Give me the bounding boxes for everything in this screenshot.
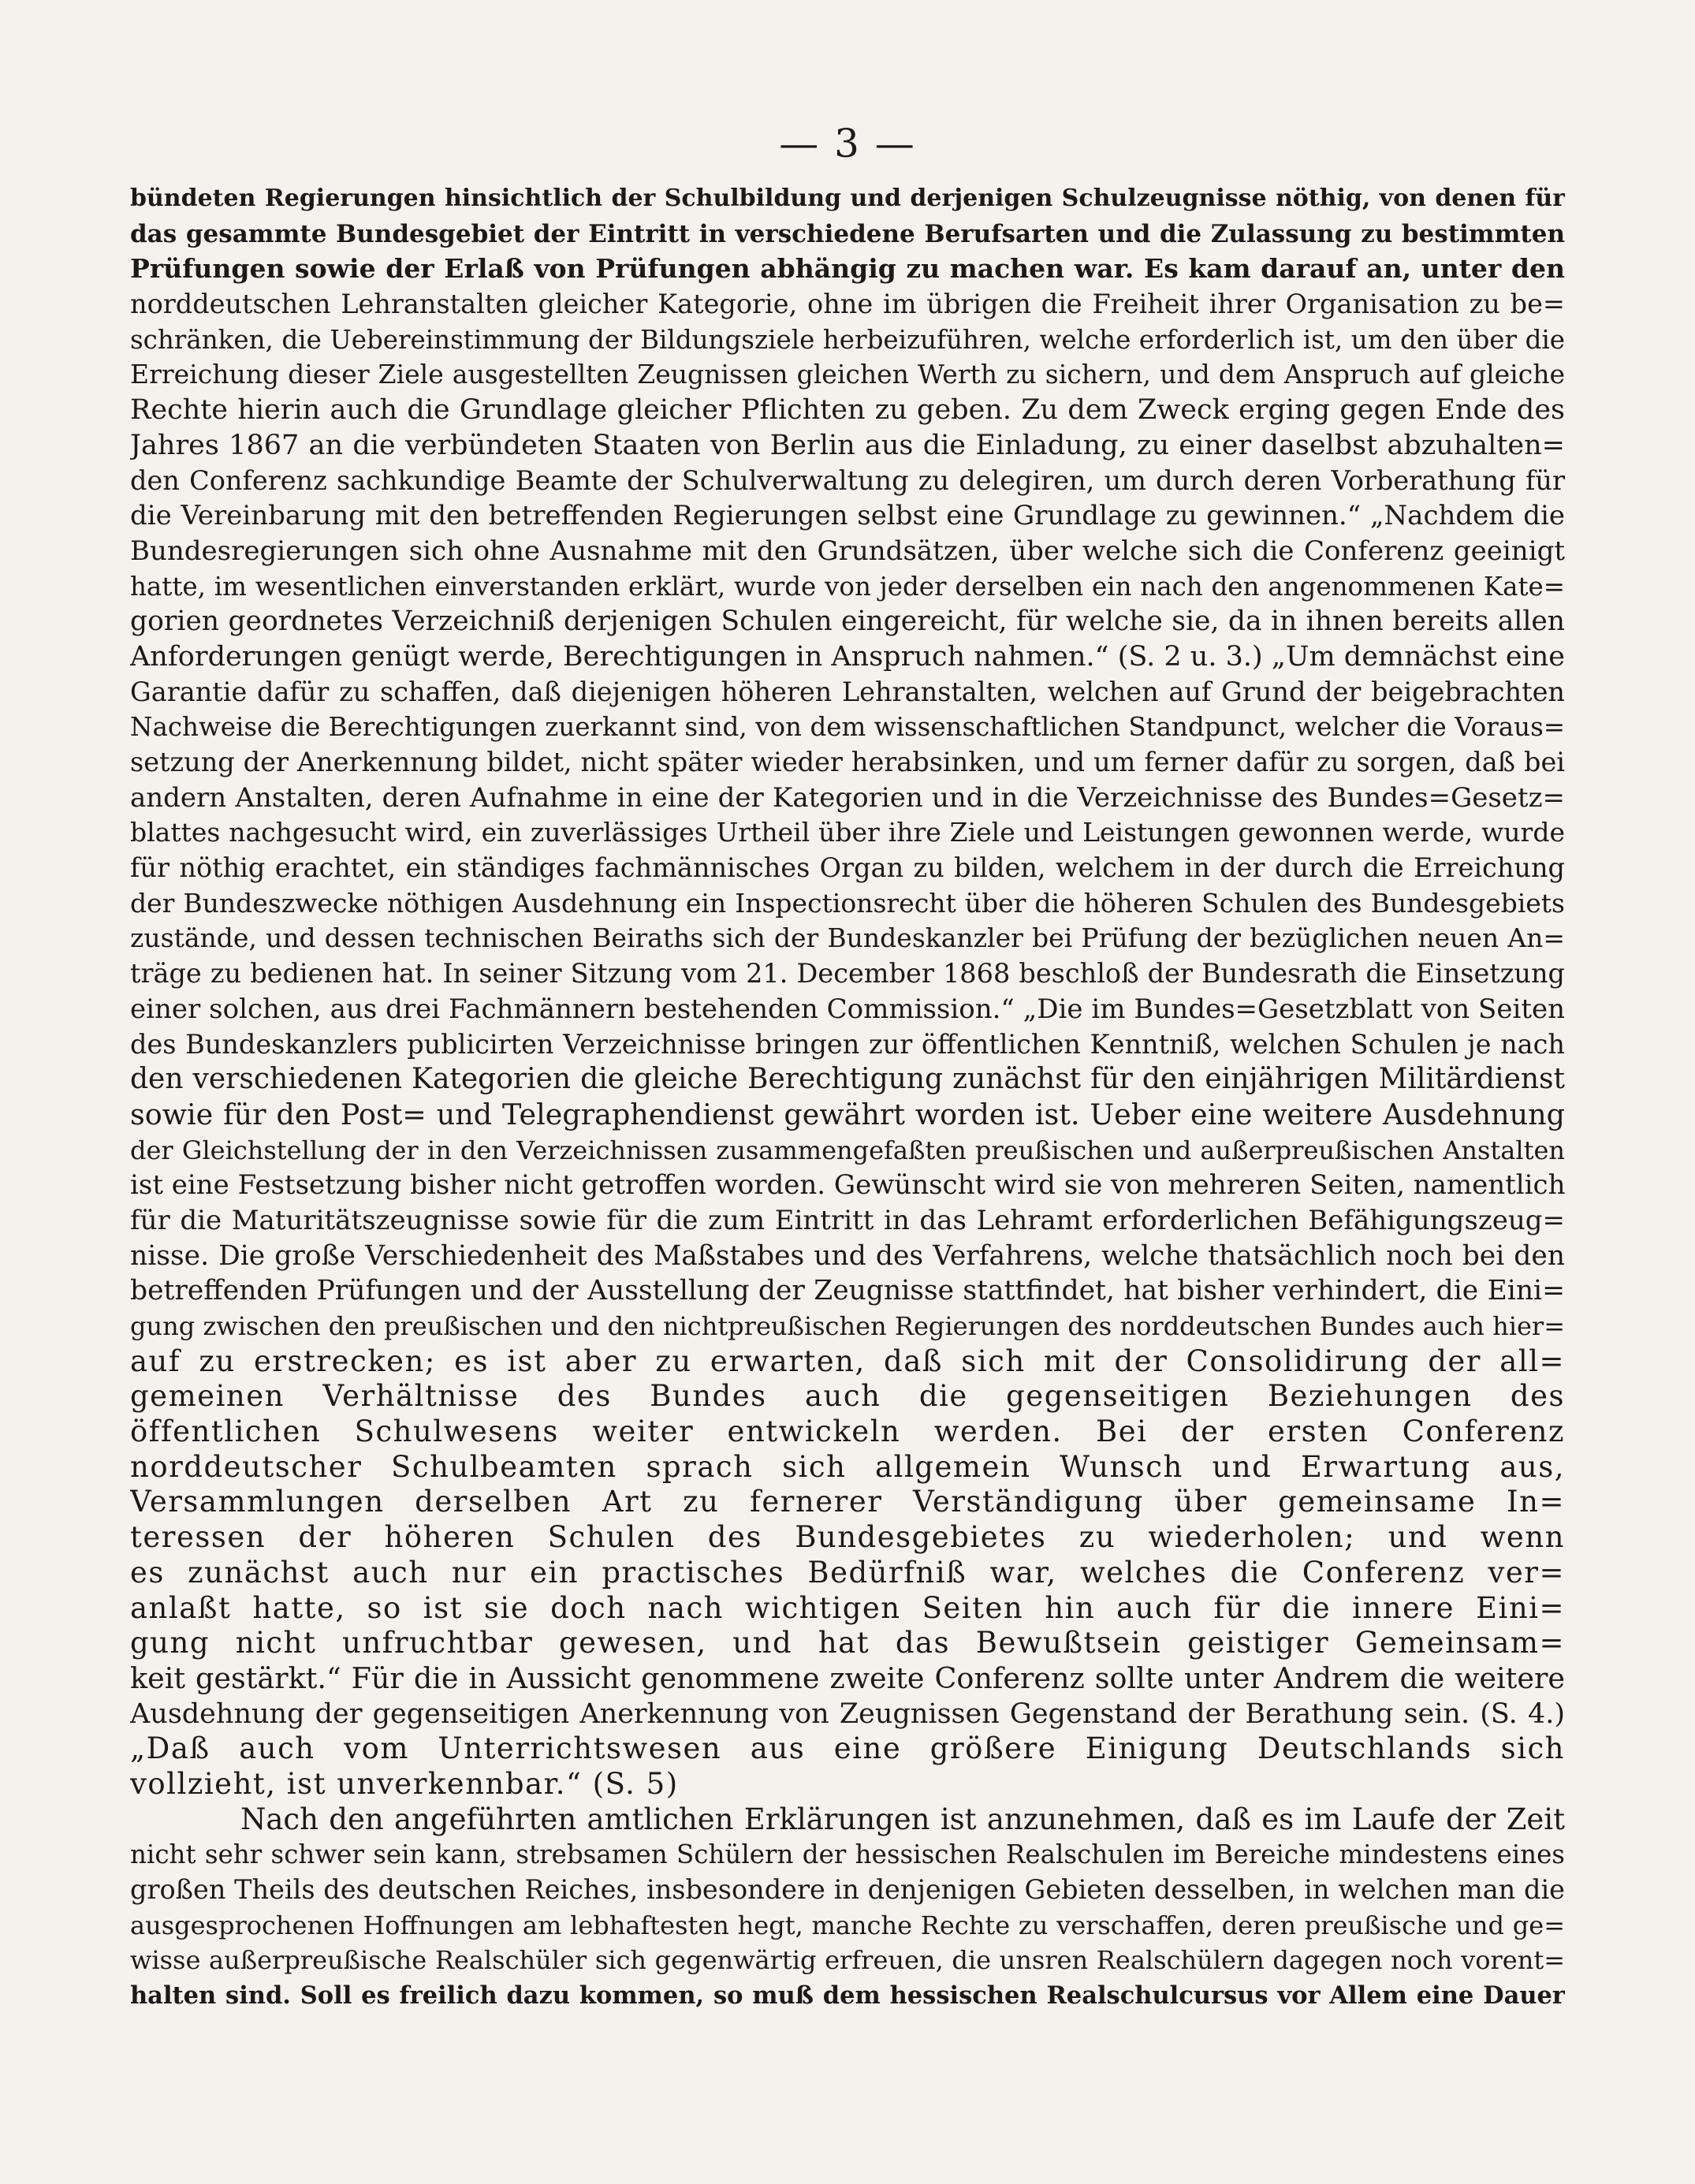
text-line: träge zu bedienen hat. In seiner Sitzung vom 21. December 1868 beschloß der Bundesrath die Einsetzung bbox=[130, 958, 1565, 990]
text-line: halten sind. Soll es freilich dazu kommen, so muß dem hessischen Realschulcursus vor Allem eine Dauer bbox=[130, 1981, 1565, 2011]
text-line: gung nicht unfruchtbar gewesen, und hat das Bewußtsein geistiger Gemeinsam= bbox=[130, 1626, 1565, 1660]
text-line: für nöthig erachtet, ein ständiges fachmännisches Organ zu bilden, welchem in der durch die Erreichung bbox=[130, 852, 1565, 884]
text-line: Ausdehnung der gegenseitigen Anerkennung von Zeugnissen Gegenstand der Berathung sein. (S. 4.) bbox=[130, 1698, 1565, 1730]
text-line: gung zwischen den preußischen und den nichtpreußischen Regierungen des norddeutschen Bundes auch hier= bbox=[130, 1311, 1565, 1341]
text-line: sowie für den Post= und Telegraphendienst gewährt worden ist. Ueber eine weitere Ausdehnung bbox=[130, 1097, 1565, 1131]
page-number: — 3 — bbox=[779, 121, 916, 166]
text-line: „Daß auch vom Unterrichtswesen aus eine größere Einigung Deutschlands sich bbox=[130, 1731, 1565, 1766]
text-line: Garantie dafür zu schaffen, daß diejenigen höheren Lehranstalten, welchen auf Grund der beigebrachten bbox=[130, 676, 1565, 707]
text-line: vollzieht, ist unverkennbar.“ (S. 5) bbox=[130, 1766, 679, 1801]
text-line: wisse außerpreußische Realschüler sich gegenwärtig erfreuen, die unsren Realschülern dagegen noch vorent= bbox=[130, 1945, 1565, 1976]
text-line: einer solchen, aus drei Fachmännern bestehenden Commission.“ „Die im Bundes=Gesetzblatt von Seiten bbox=[130, 993, 1565, 1025]
text-line: Nachweise die Berechtigungen zuerkannt sind, von dem wissenschaftlichen Standpunct, welcher die Voraus= bbox=[130, 712, 1565, 743]
text-line: setzung der Anerkennung bildet, nicht später wieder herabsinken, und um ferner dafür zu sorgen, daß bei bbox=[130, 747, 1565, 777]
body-text bbox=[130, 181, 1565, 2014]
text-line: anlaßt hatte, so ist sie doch nach wichtigen Seiten hin auch für die innere Eini= bbox=[130, 1590, 1565, 1625]
text-line: der Bundeszwecke nöthigen Ausdehnung ein Inspectionsrecht über die höheren Schulen des Bundesgebiets bbox=[130, 887, 1565, 919]
text-line: hatte, im wesentlichen einverstanden erklärt, wurde von jeder derselben ein nach den angenommenen Kate= bbox=[130, 571, 1565, 602]
text-line: norddeutschen Lehranstalten gleicher Kategorie, ohne im übrigen die Freiheit ihrer Organisation zu be= bbox=[130, 289, 1565, 320]
text-line: öffentlichen Schulwesens weiter entwickeln werden. Bei der ersten Conferenz bbox=[130, 1414, 1565, 1449]
text-line: Versammlungen derselben Art zu fernerer Verständigung über gemeinsame In= bbox=[130, 1485, 1565, 1519]
text-line: die Vereinbarung mit den betreffenden Regierungen selbst eine Grundlage zu gewinnen.“ „Nachdem die bbox=[130, 500, 1565, 532]
text-line: teressen der höheren Schulen des Bundesgebietes zu wiederholen; und wenn bbox=[130, 1520, 1565, 1555]
text-line: zustände, und dessen technischen Beiraths sich der Bundeskanzler bei Prüfung der bezüglichen neuen An= bbox=[130, 922, 1565, 954]
text-line: es zunächst auch nur ein practisches Bedürfniß war, welches die Conferenz ver= bbox=[130, 1555, 1565, 1590]
text-line: Nach den angeführten amtlichen Erklärungen ist anzunehmen, daß es im Laufe der Zeit bbox=[240, 1802, 1565, 1836]
text-line: Bundesregierungen sich ohne Ausnahme mit den Grundsätzen, über welche sich die Conferenz geeinigt bbox=[130, 535, 1565, 567]
text-line: bündeten Regierungen hinsichtlich der Schulbildung und derjenigen Schulzeugnisse nöthig, von denen für bbox=[130, 184, 1565, 212]
text-line: auf zu erstrecken; es ist aber zu erwarten, daß sich mit der Consolidirung der all= bbox=[130, 1344, 1565, 1378]
text-line: blattes nachgesucht wird, ein zuverlässiges Urtheil über ihre Ziele und Leistungen gewonnen werde, wurde bbox=[130, 817, 1565, 848]
text-line: gemeinen Verhältnisse des Bundes auch die gegenseitigen Beziehungen des bbox=[130, 1379, 1565, 1414]
text-line: Prüfungen sowie der Erlaß von Prüfungen abhängig zu machen war. Es kam darauf an, unter den bbox=[130, 253, 1565, 285]
text-line: nicht sehr schwer sein kann, strebsamen Schülern der hessischen Realschulen im Bereiche mindestens eines bbox=[130, 1839, 1565, 1870]
text-line: für die Maturitätszeugnisse sowie für die zum Eintritt in das Lehramt erforderlichen Befähigungszeug= bbox=[130, 1204, 1565, 1236]
text-line: des Bundeskanzlers publicirten Verzeichnisse bringen zur öffentlichen Kenntniß, welchen Schulen je nach bbox=[130, 1028, 1565, 1060]
text-line: den Conferenz sachkundige Beamte der Schulverwaltung zu delegiren, um durch deren Vorberathung für bbox=[130, 464, 1565, 496]
text-line: nisse. Die große Verschiedenheit des Maßstabes und des Verfahrens, welche thatsächlich noch bei den bbox=[130, 1239, 1565, 1272]
text-line: großen Theils des deutschen Reiches, insbesondere in denjenigen Gebieten desselben, in welchen man die bbox=[130, 1874, 1565, 1905]
text-line: schränken, die Uebereinstimmung der Bildungsziele herbeizuführen, welche erforderlich ist, um den über die bbox=[130, 324, 1565, 355]
text-line: andern Anstalten, deren Aufnahme in eine der Kategorien und in die Verzeichnisse des Bundes=Gesetz= bbox=[130, 781, 1565, 814]
text-line: betreffenden Prüfungen und der Ausstellung der Zeugnisse stattfindet, hat bisher verhindert, die Eini= bbox=[130, 1275, 1565, 1307]
text-line: Jahres 1867 an die verbündeten Staaten von Berlin aus die Einladung, zu einer daselbst abzuhalten= bbox=[130, 429, 1565, 461]
text-line: Erreichung dieser Ziele ausgestellten Zeugnissen gleichen Werth zu sichern, und dem Anspruch auf gleiche bbox=[130, 359, 1565, 390]
text-line: gorien geordnetes Verzeichniß derjenigen Schulen eingereicht, für welche sie, da in ihnen bereits allen bbox=[130, 606, 1565, 638]
text-line: Rechte hierin auch die Grundlage gleicher Pflichten zu geben. Zu dem Zweck erging gegen Ende des bbox=[130, 394, 1565, 427]
text-line: keit gestärkt.“ Für die in Aussicht genommene zweite Conferenz sollte unter Andrem die weitere bbox=[130, 1660, 1565, 1695]
text-line: ausgesprochenen Hoffnungen am lebhaftesten hegt, manche Rechte zu verschaffen, deren preußische und ge= bbox=[130, 1910, 1565, 1940]
text-line: ist eine Festsetzung bisher nicht getroffen worden. Gewünscht wird sie von mehreren Seiten, namentlich bbox=[130, 1169, 1565, 1202]
text-line: das gesammte Bundesgebiet der Eintritt in verschiedene Berufsarten und die Zulassung zu bestimmten bbox=[130, 219, 1565, 248]
text-line: den verschiedenen Kategorien die gleiche Berechtigung zunächst für den einjährigen Militärdienst bbox=[130, 1063, 1565, 1096]
text-line: Anforderungen genügt werde, Berechtigungen in Anspruch nahmen.“ (S. 2 u. 3.) „Um demnächst eine bbox=[130, 640, 1565, 673]
text-line: norddeutscher Schulbeamten sprach sich allgemein Wunsch und Erwartung aus, bbox=[130, 1449, 1565, 1484]
text-line: der Gleichstellung der in den Verzeichnissen zusammengefaßten preußischen und außerpreußischen Anstalten bbox=[130, 1135, 1565, 1165]
